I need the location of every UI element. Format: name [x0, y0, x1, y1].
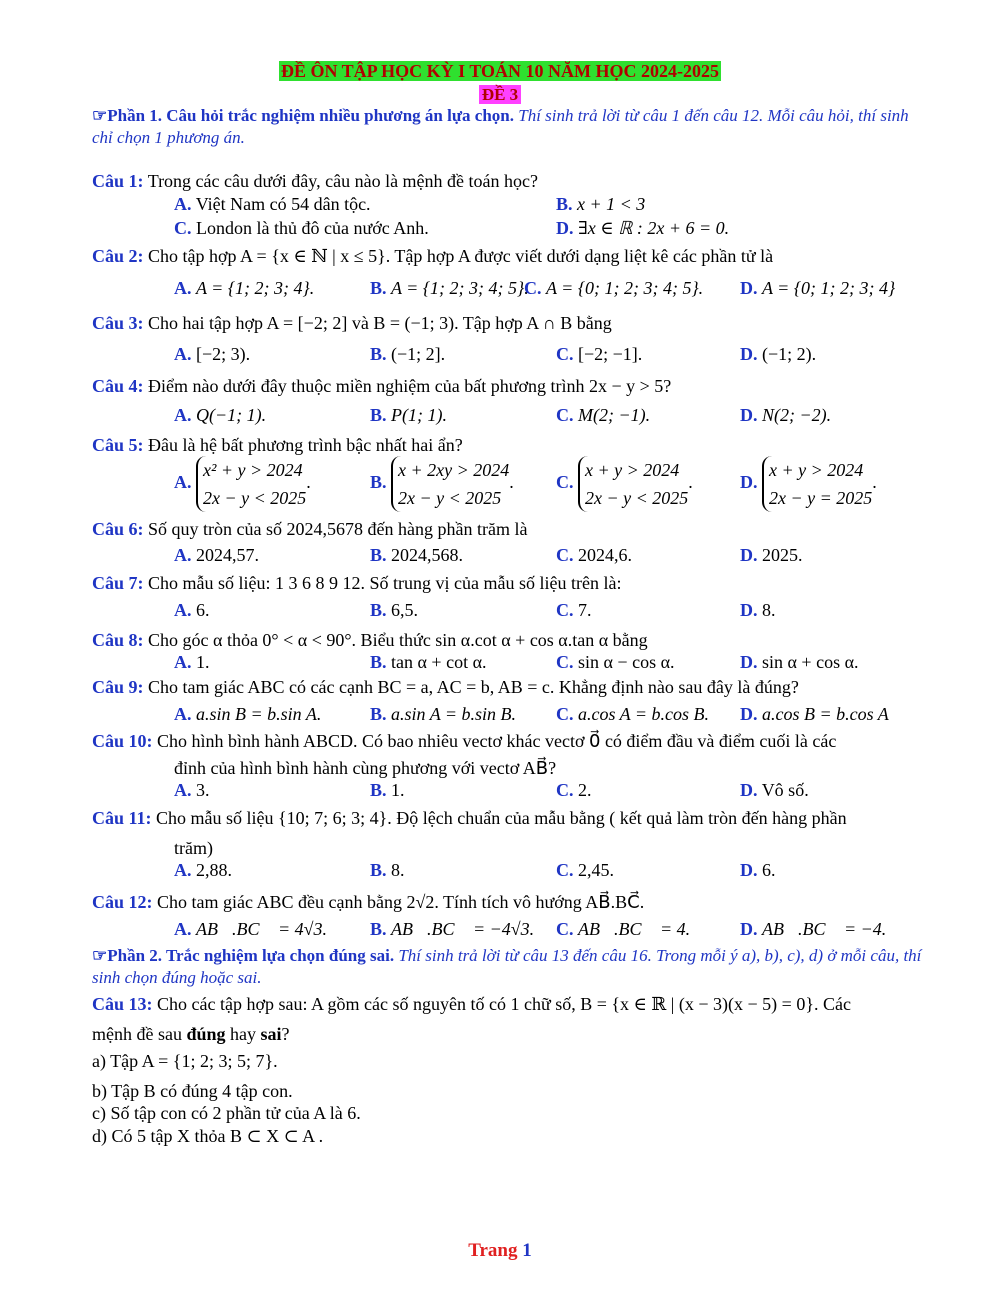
question-5: Câu 5: Đâu là hệ bất phương trình bậc nhất hai ẩn?	[92, 435, 463, 455]
page-footer: Trang 1	[468, 1240, 532, 1261]
exam-title: ĐỀ ÔN TẬP HỌC KỲ I TOÁN 10 NĂM HỌC 2024-2025	[280, 61, 720, 81]
statement-b: b) Tập B có đúng 4 tập con.	[92, 1081, 293, 1101]
question-13-cont: mệnh đề sau đúng hay sai?	[92, 1024, 290, 1044]
question-4: Câu 4: Điểm nào dưới đây thuộc miền nghiệm của bất phương trình 2x − y > 5?	[92, 376, 672, 396]
question-13: Câu 13: Cho các tập hợp sau: A gồm các số nguyên tố có 1 chữ số, B = {x ∈ ℝ | (x − 3)(x − 5) = 0}. Các	[92, 994, 851, 1014]
question-10: Câu 10: Cho hình bình hành ABCD. Có bao nhiêu vectơ khác vectơ 0⃗ có điểm đầu và điểm cuối là các	[92, 731, 837, 751]
question-9: Câu 9: Cho tam giác ABC có các cạnh BC = a, AC = b, AB = c. Khẳng định nào sau đây là đúng?	[92, 677, 799, 697]
statement-a: a) Tập A = {1; 2; 3; 5; 7}.	[92, 1051, 278, 1071]
question-8: Câu 8: Cho góc α thỏa 0° < α < 90°. Biểu thức sin α.cot α + cos α.tan α bằng	[92, 630, 648, 650]
question-7: Câu 7: Cho mẫu số liệu: 1 3 6 8 9 12. Số trung vị của mẫu số liệu trên là:	[92, 573, 622, 593]
question-11: Câu 11: Cho mẫu số liệu {10; 7; 6; 3; 4}. Độ lệch chuẩn của mẫu bằng ( kết quả làm tròn đến hàng phần	[92, 808, 847, 828]
question-10-cont: đỉnh của hình bình hành cùng phương với vectơ AB⃗?	[174, 758, 557, 778]
statement-d: d) Có 5 tập X thỏa B ⊂ X ⊂ A .	[92, 1126, 324, 1146]
question-11-cont: trăm)	[174, 838, 213, 858]
question-12: Câu 12: Cho tam giác ABC đều cạnh bằng 2√2. Tính tích vô hướng AB⃗.BC⃗.	[92, 892, 645, 912]
statement-c: c) Số tập con có 2 phần tử của A là 6.	[92, 1103, 361, 1123]
question-3: Câu 3: Cho hai tập hợp A = [−2; 2] và B = (−1; 3). Tập hợp A ∩ B bằng	[92, 313, 612, 333]
exam-code: ĐỀ 3	[0, 84, 1000, 105]
question-1: Câu 1: Trong các câu dưới đây, câu nào là mệnh đề toán học?	[92, 171, 539, 191]
part2-heading: ☞Phần 2. Trắc nghiệm lựa chọn đúng sai. Thí sinh trả lời từ câu 13 đến câu 16. Trong mỗi ý a), b), c), d) ở mỗi câu, thí sinh chọn đúng hoặc sai.	[92, 946, 922, 987]
question-6: Câu 6: Số quy tròn của số 2024,5678 đến hàng phần trăm là	[92, 519, 528, 539]
part1-heading: ☞Phần 1. Câu hỏi trắc nghiệm nhiều phương án lựa chọn. Thí sinh trả lời từ câu 1 đến câu 12. Mỗi câu hỏi, thí sinh chỉ chọn 1 phương án.	[92, 106, 909, 147]
question-2: Câu 2: Cho tập hợp A = {x ∈ ℕ | x ≤ 5}. Tập hợp A được viết dưới dạng liệt kê các phần tử là	[92, 246, 774, 266]
